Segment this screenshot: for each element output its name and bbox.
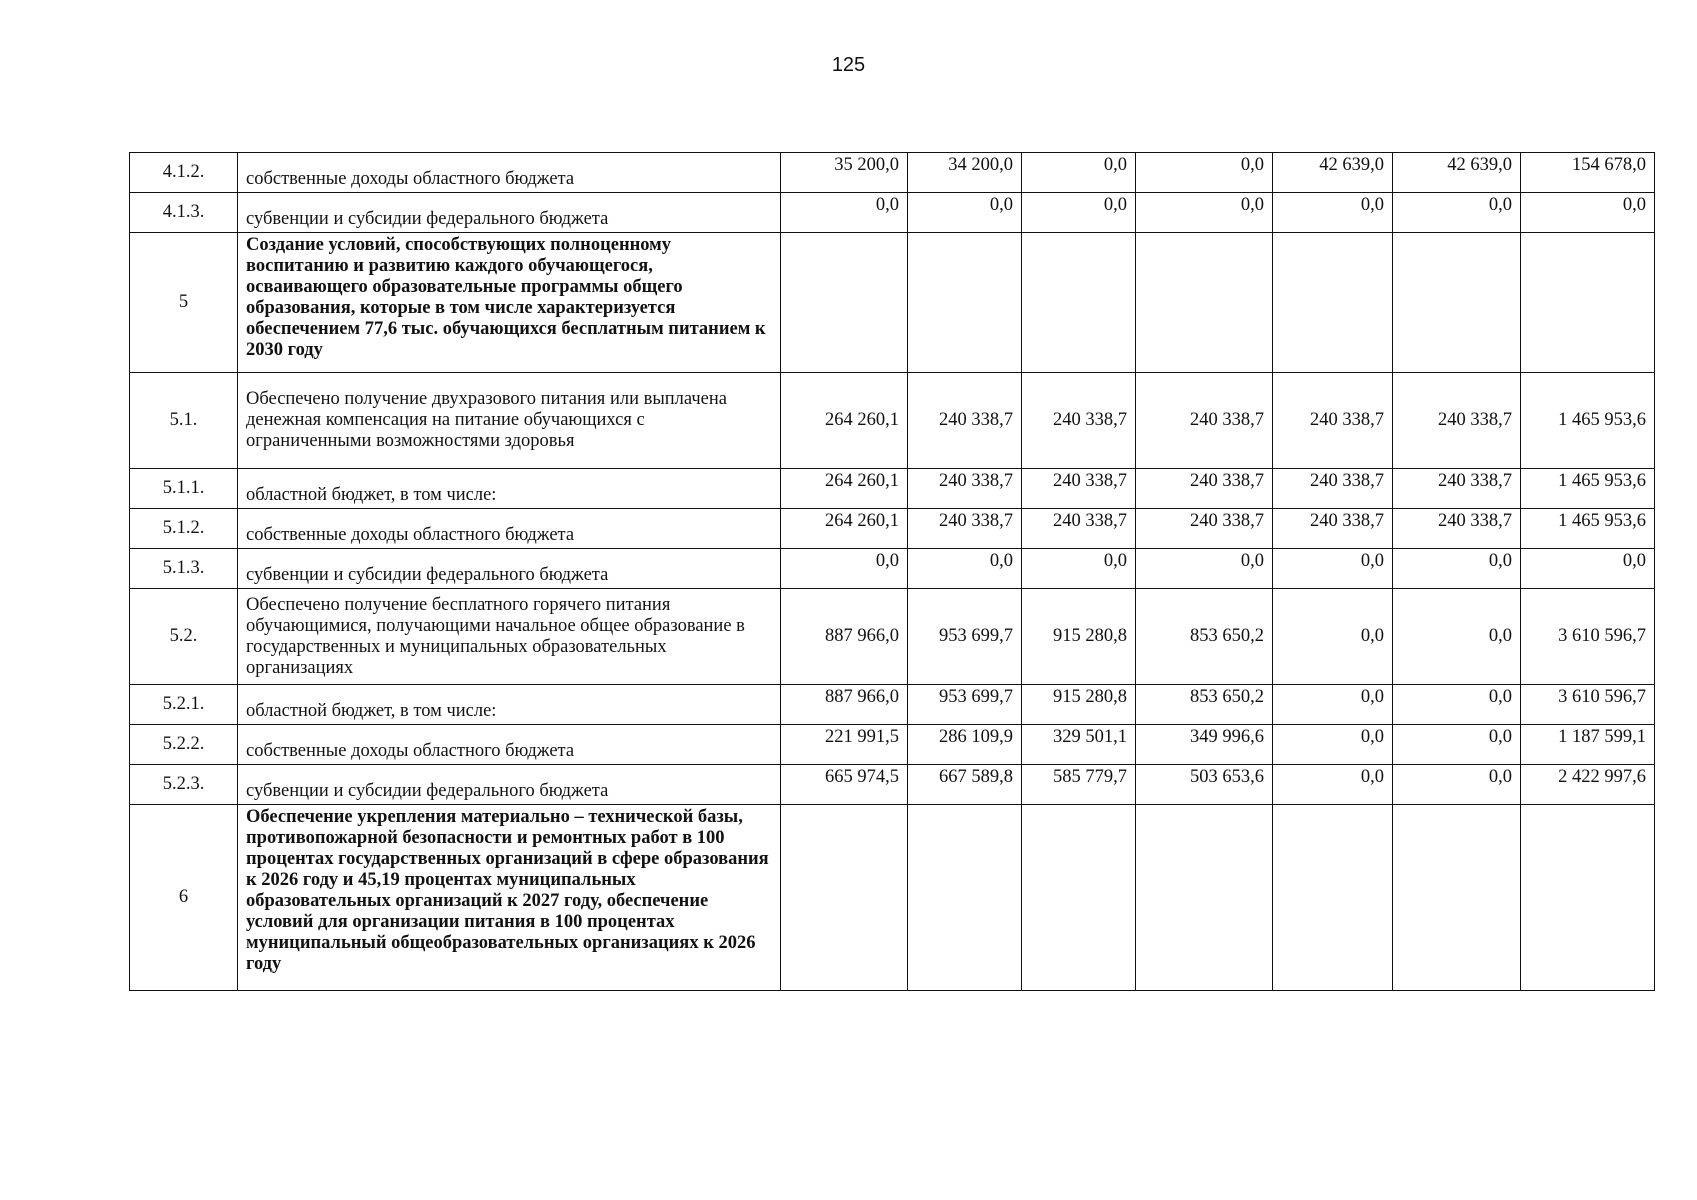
row-number: 5.2.2. bbox=[130, 725, 238, 765]
row-description: собственные доходы областного бюджета bbox=[238, 725, 781, 765]
value-cell: 853 650,2 bbox=[1136, 589, 1273, 685]
value-cell bbox=[781, 233, 908, 373]
row-description: собственные доходы областного бюджета bbox=[238, 153, 781, 193]
value-cell: 0,0 bbox=[1521, 193, 1655, 233]
value-cell: 0,0 bbox=[1022, 549, 1136, 589]
row-number: 5.1.1. bbox=[130, 469, 238, 509]
row-number: 5 bbox=[130, 233, 238, 373]
table-row bbox=[130, 509, 1655, 549]
row-number: 5.1.3. bbox=[130, 549, 238, 589]
value-cell: 853 650,2 bbox=[1136, 685, 1273, 725]
value-cell: 42 639,0 bbox=[1273, 153, 1393, 193]
value-cell: 240 338,7 bbox=[1273, 373, 1393, 469]
table-body bbox=[130, 153, 1655, 991]
value-cell: 0,0 bbox=[1273, 589, 1393, 685]
value-cell: 0,0 bbox=[1521, 549, 1655, 589]
table-row bbox=[130, 725, 1655, 765]
row-description: областной бюджет, в том числе: bbox=[238, 469, 781, 509]
value-cell bbox=[1393, 805, 1521, 991]
row-description: субвенции и субсидии федерального бюджета bbox=[238, 193, 781, 233]
row-number: 4.1.2. bbox=[130, 153, 238, 193]
value-cell: 2 422 997,6 bbox=[1521, 765, 1655, 805]
value-cell: 1 187 599,1 bbox=[1521, 725, 1655, 765]
value-cell: 0,0 bbox=[1273, 765, 1393, 805]
value-cell: 0,0 bbox=[908, 549, 1022, 589]
row-number: 4.1.3. bbox=[130, 193, 238, 233]
section-title: Создание условий, способствующих полноценному воспитанию и развитию каждого обучающегося, осваивающего образовательные программы общего образования, которые в том числе характеризуется обеспечением 77,6 тыс. обучающихся бесплатным питанием к 2030 году bbox=[238, 233, 781, 373]
value-cell: 0,0 bbox=[1273, 549, 1393, 589]
value-cell bbox=[1136, 805, 1273, 991]
value-cell: 0,0 bbox=[908, 193, 1022, 233]
value-cell: 34 200,0 bbox=[908, 153, 1022, 193]
value-cell: 887 966,0 bbox=[781, 685, 908, 725]
value-cell: 1 465 953,6 bbox=[1521, 373, 1655, 469]
value-cell: 0,0 bbox=[1393, 193, 1521, 233]
value-cell: 0,0 bbox=[1136, 549, 1273, 589]
table-row bbox=[130, 549, 1655, 589]
value-cell: 240 338,7 bbox=[1022, 469, 1136, 509]
value-cell: 240 338,7 bbox=[1273, 469, 1393, 509]
row-number: 5.2. bbox=[130, 589, 238, 685]
value-cell: 240 338,7 bbox=[1136, 509, 1273, 549]
value-cell: 503 653,6 bbox=[1136, 765, 1273, 805]
table-row bbox=[130, 765, 1655, 805]
table-row bbox=[130, 193, 1655, 233]
value-cell: 585 779,7 bbox=[1022, 765, 1136, 805]
value-cell: 0,0 bbox=[1393, 685, 1521, 725]
row-description: Обеспечено получение бесплатного горячего питания обучающимися, получающими начальное общее образование в государственных и муниципальных образовательных организациях bbox=[238, 589, 781, 685]
value-cell: 0,0 bbox=[1393, 589, 1521, 685]
value-cell: 0,0 bbox=[781, 549, 908, 589]
value-cell: 0,0 bbox=[781, 193, 908, 233]
value-cell: 240 338,7 bbox=[1136, 469, 1273, 509]
value-cell: 915 280,8 bbox=[1022, 685, 1136, 725]
row-number: 5.2.1. bbox=[130, 685, 238, 725]
table-row bbox=[130, 373, 1655, 469]
value-cell: 0,0 bbox=[1136, 193, 1273, 233]
value-cell bbox=[908, 805, 1022, 991]
value-cell: 1 465 953,6 bbox=[1521, 469, 1655, 509]
value-cell: 264 260,1 bbox=[781, 469, 908, 509]
value-cell: 240 338,7 bbox=[1136, 373, 1273, 469]
value-cell bbox=[1521, 805, 1655, 991]
table-row bbox=[130, 589, 1655, 685]
value-cell: 887 966,0 bbox=[781, 589, 908, 685]
row-number: 5.1.2. bbox=[130, 509, 238, 549]
value-cell: 0,0 bbox=[1393, 725, 1521, 765]
page-number: 125 bbox=[831, 54, 866, 76]
value-cell: 0,0 bbox=[1273, 193, 1393, 233]
value-cell: 0,0 bbox=[1273, 685, 1393, 725]
value-cell: 240 338,7 bbox=[1393, 509, 1521, 549]
value-cell bbox=[1521, 233, 1655, 373]
value-cell: 665 974,5 bbox=[781, 765, 908, 805]
row-description: областной бюджет, в том числе: bbox=[238, 685, 781, 725]
value-cell: 0,0 bbox=[1022, 193, 1136, 233]
value-cell bbox=[1273, 805, 1393, 991]
value-cell: 3 610 596,7 bbox=[1521, 685, 1655, 725]
value-cell: 286 109,9 bbox=[908, 725, 1022, 765]
value-cell: 240 338,7 bbox=[1022, 373, 1136, 469]
value-cell: 264 260,1 bbox=[781, 509, 908, 549]
value-cell: 0,0 bbox=[1393, 549, 1521, 589]
value-cell: 0,0 bbox=[1136, 153, 1273, 193]
value-cell: 1 465 953,6 bbox=[1521, 509, 1655, 549]
row-number: 6 bbox=[130, 805, 238, 991]
value-cell bbox=[1022, 805, 1136, 991]
row-description: Обеспечено получение двухразового питания или выплачена денежная компенсация на питание обучающихся с ограниченными возможностями здоровья bbox=[238, 373, 781, 469]
table-row bbox=[130, 153, 1655, 193]
value-cell: 329 501,1 bbox=[1022, 725, 1136, 765]
row-number: 5.2.3. bbox=[130, 765, 238, 805]
budget-table bbox=[129, 152, 1655, 991]
row-description: субвенции и субсидии федерального бюджета bbox=[238, 549, 781, 589]
value-cell: 221 991,5 bbox=[781, 725, 908, 765]
table-row bbox=[130, 233, 1655, 373]
value-cell: 667 589,8 bbox=[908, 765, 1022, 805]
value-cell: 240 338,7 bbox=[908, 509, 1022, 549]
value-cell: 953 699,7 bbox=[908, 589, 1022, 685]
table-row bbox=[130, 685, 1655, 725]
value-cell bbox=[1022, 233, 1136, 373]
value-cell bbox=[908, 233, 1022, 373]
value-cell: 240 338,7 bbox=[1022, 509, 1136, 549]
table-row bbox=[130, 805, 1655, 991]
section-title: Обеспечение укрепления материально – технической базы, противопожарной безопасности и ремонтных работ в 100 процентах государственных организаций в сфере образования к 2026 году и 45,19 процентах муниципальных образовательных организаций к 2027 году, обеспечение условий для организации питания в 100 процентах муниципальный общеобразовательных организациях к 2026 году bbox=[238, 805, 781, 991]
value-cell: 915 280,8 bbox=[1022, 589, 1136, 685]
value-cell: 240 338,7 bbox=[908, 469, 1022, 509]
value-cell bbox=[1136, 233, 1273, 373]
value-cell: 240 338,7 bbox=[1393, 469, 1521, 509]
value-cell bbox=[781, 805, 908, 991]
value-cell: 264 260,1 bbox=[781, 373, 908, 469]
value-cell bbox=[1273, 233, 1393, 373]
value-cell: 154 678,0 bbox=[1521, 153, 1655, 193]
value-cell: 240 338,7 bbox=[1393, 373, 1521, 469]
value-cell: 0,0 bbox=[1393, 765, 1521, 805]
value-cell: 42 639,0 bbox=[1393, 153, 1521, 193]
value-cell: 35 200,0 bbox=[781, 153, 908, 193]
value-cell: 0,0 bbox=[1273, 725, 1393, 765]
value-cell: 0,0 bbox=[1022, 153, 1136, 193]
value-cell: 240 338,7 bbox=[1273, 509, 1393, 549]
row-description: собственные доходы областного бюджета bbox=[238, 509, 781, 549]
value-cell: 953 699,7 bbox=[908, 685, 1022, 725]
row-description: субвенции и субсидии федерального бюджета bbox=[238, 765, 781, 805]
value-cell bbox=[1393, 233, 1521, 373]
value-cell: 240 338,7 bbox=[908, 373, 1022, 469]
row-number: 5.1. bbox=[130, 373, 238, 469]
value-cell: 349 996,6 bbox=[1136, 725, 1273, 765]
table-row bbox=[130, 469, 1655, 509]
value-cell: 3 610 596,7 bbox=[1521, 589, 1655, 685]
